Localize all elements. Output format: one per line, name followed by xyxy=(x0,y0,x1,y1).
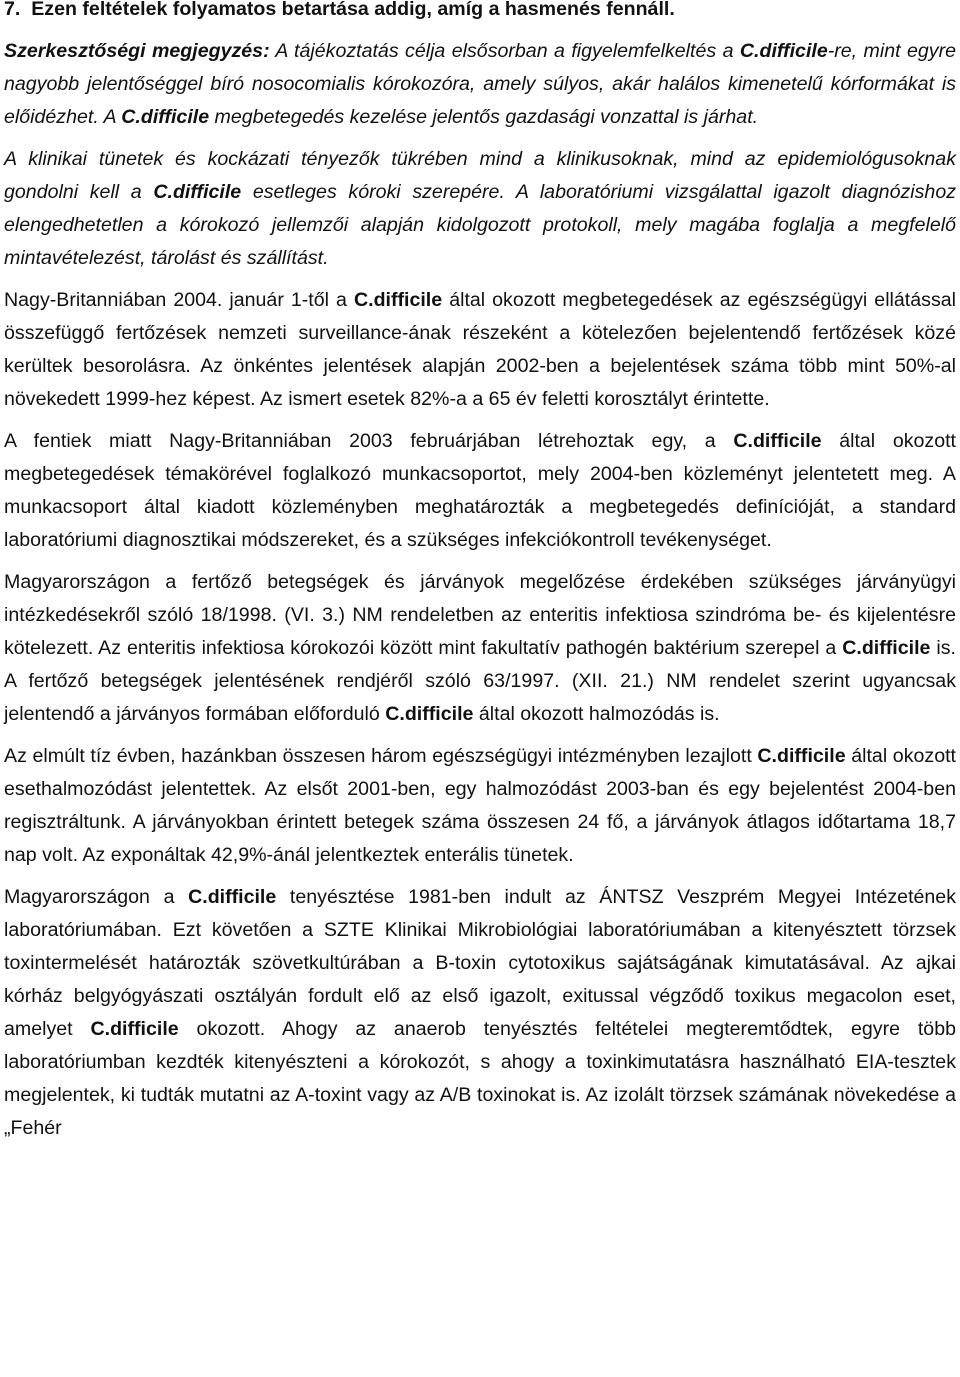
organism-name: C.difficile xyxy=(757,745,846,767)
paragraph-uk-2004 xyxy=(4,284,956,416)
text-run: tenyésztése 1981-ben indult az ÁNTSZ Veszprém Megyei Intézetének laboratóriumában. Ezt követően a SZTE Klinikai Mikrobiológiai laboratóriumában a kitenyésztett törzsek toxintermelését határozták szövetkultúrában a B-toxin cytotoxikus sajátságának kimutatásával. Az ajkai kórház belgyógyászati osztályán fordult elő az első igazolt, exitussal végződő toxikus megacolon eset, amelyet xyxy=(4,886,956,1040)
text-run: okozott. Ahogy az anaerob tenyésztés feltételei megteremtődtek, egyre több laboratóriumban kezdték kitenyészteni a kórokozót, s ahogy a toxinkimutatásra használható EIA-tesztek megjelentek, ki tudták mutatni az A-toxint vagy az A/B toxinokat is. Az izolált törzsek számának növekedése a „Fehér xyxy=(4,1018,956,1139)
text-run: által okozott halmozódás is. xyxy=(473,703,720,725)
item-number: 7. xyxy=(4,0,21,20)
paragraph-clinical xyxy=(4,143,956,275)
text-run: Magyarországon a xyxy=(4,886,189,908)
list-item-7 xyxy=(4,0,956,26)
organism-name: C.difficile xyxy=(121,106,210,128)
organism-name: C.difficile xyxy=(188,886,277,908)
text-run: Az elmúlt tíz évben, hazánkban összesen három egészségügyi intézményben lezajlott xyxy=(4,745,758,767)
text-run: által okozott megbetegedések témakörével foglalkozó munkacsoportot, mely 2004-ben közleményt jelentetett meg. A munkacsoport által kiadott közleményben meghatározták a megbetegedés definícióját, a standard laboratóriumi diagnosztikai módszereket, és a szükséges infekciókontroll tevékenységet. xyxy=(4,430,956,551)
editorial-note xyxy=(4,35,956,134)
organism-name: C.difficile xyxy=(353,289,443,311)
organism-name: C.difficile xyxy=(153,181,242,203)
text-run: által okozott megbetegedések az egészségügyi ellátással összefüggő fertőzések nemzeti surveillance-ának részeként a kötelezően bejelentendő fertőzések közé kerültek besorolásra. Az önkéntes jelentések alapján 2002-ben a bejelentések száma több mint 50%-al növekedett 1999-hez képest. Az ismert esetek 82%-a a 65 év feletti korosztályt érintette. xyxy=(4,289,956,410)
text-run: is. A fertőző betegségek jelentésének rendjéről szóló 63/1997. (XII. 21.) NM rendelet szerint ugyancsak jelentendő a járványos formában előforduló xyxy=(4,637,956,725)
text-run: Magyarországon a fertőző betegségek és járványok megelőzése érdekében szükséges járványügyi intézkedésekről szóló 18/1998. (VI. 3.) NM rendeletben az enteritis infektiosa szindróma be- és kijelentésre kötelezett. Az enteritis infektiosa kórokozói között mint fakultatív pathogén baktérium szerepel a xyxy=(4,571,956,659)
organism-name: C.difficile xyxy=(385,703,474,725)
paragraph-hu-outbreaks xyxy=(4,740,956,872)
organism-name: C.difficile xyxy=(733,430,822,452)
paragraph-hu-law xyxy=(4,566,956,731)
text-run: esetleges kóroki szerepére. A laboratóriumi vizsgálattal igazolt diagnózishoz elengedhetetlen a kórokozó jellemzői alapján kidolgozott protokoll, mely magába foglalja a megfelelő mintavételezést, tárolást és szállítást. xyxy=(4,181,957,269)
organism-name: C.difficile xyxy=(90,1018,179,1040)
text-run: Nagy-Britanniában 2004. január 1-től a xyxy=(4,289,354,311)
paragraph-uk-2003 xyxy=(4,425,956,557)
item-text: Ezen feltételek folyamatos betartása addig, amíg a hasmenés fennáll. xyxy=(31,0,675,20)
paragraph-hu-lab xyxy=(4,881,956,1145)
text-run: által okozott esethalmozódást jelentettek. Az elsőt 2001-ben, egy halmozódást 2003-ban és egy bejelentést 2004-ben regisztráltunk. A járványokban érintett betegek száma összesen 24 fő, a járványok átlagos időtartama 18,7 nap volt. Az exponáltak 42,9%-ánál jelentkeztek enterális tünetek. xyxy=(4,745,956,866)
text-run: megbetegedés kezelése jelentős gazdasági vonzattal is járhat. xyxy=(209,106,759,128)
organism-name: C.difficile xyxy=(842,637,931,659)
text-run: A fentiek miatt Nagy-Britanniában 2003 februárjában létrehoztak egy, a xyxy=(4,430,734,452)
editorial-note-label: Szerkesztőségi megjegyzés: xyxy=(4,40,270,62)
organism-name: C.difficile xyxy=(739,40,828,62)
text-run: A klinikai tünetek és kockázati tényezők tükrében mind a klinikusoknak, mind az epidemiológusoknak gondolni kell a xyxy=(4,148,956,203)
text-run: A tájékoztatás célja elsősorban a figyelemfelkeltés a xyxy=(269,40,740,62)
text-run: -re, mint egyre nagyobb jelentőséggel bíró nosocomialis kórokozóra, amely súlyos, akár halálos kimenetelű kórformákat is előidézhet. A xyxy=(4,40,956,128)
